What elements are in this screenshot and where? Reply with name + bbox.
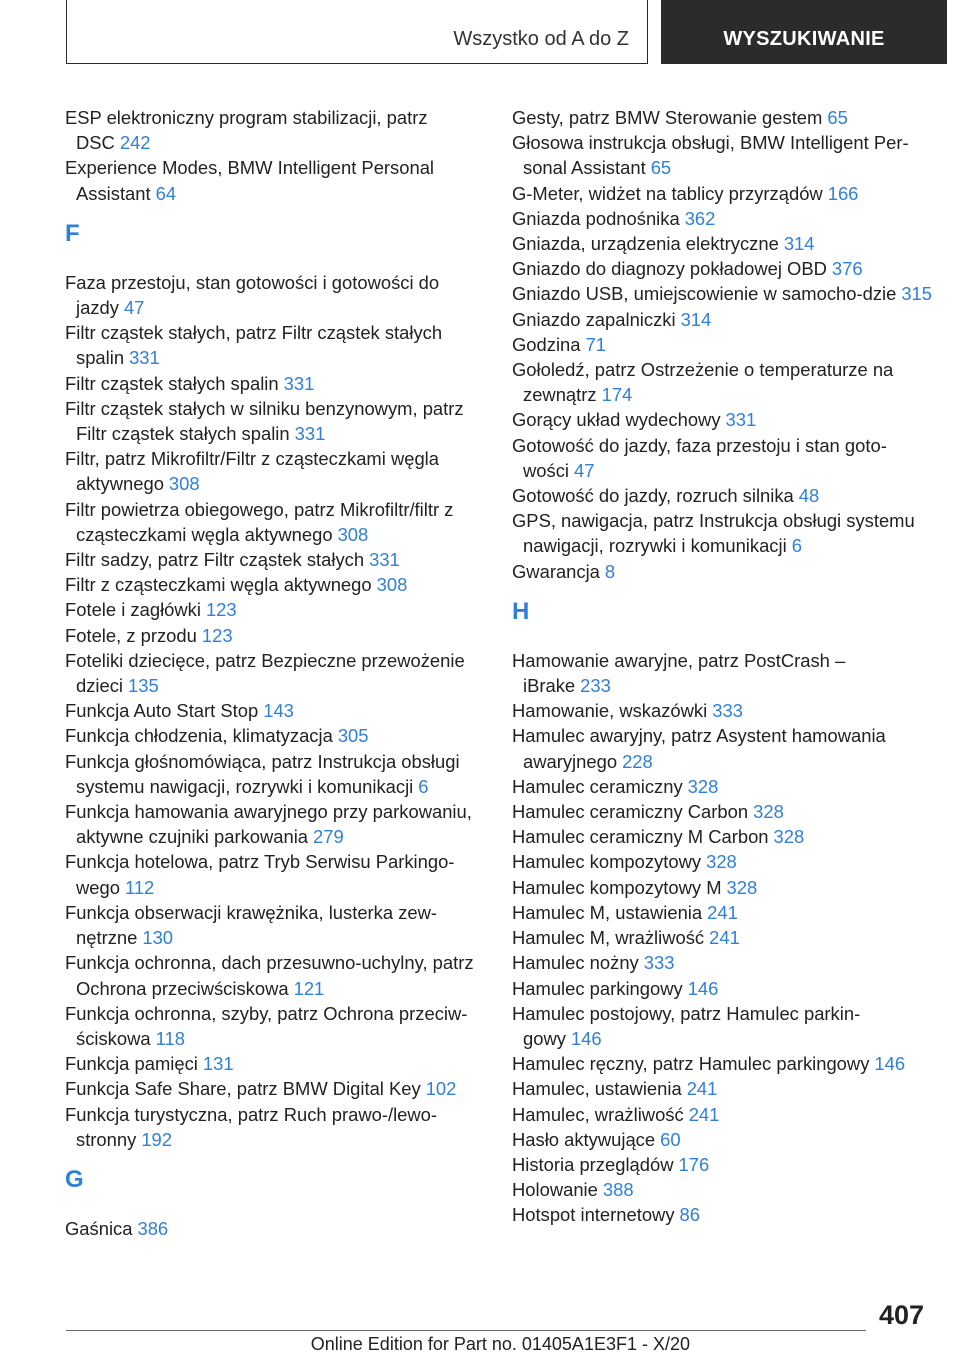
index-entry-page-link[interactable]: 64 (155, 182, 177, 204)
index-entry-text: Hamulec parkingowy (512, 977, 683, 999)
index-entry (512, 824, 937, 849)
index-entry (512, 1001, 937, 1051)
index-entry-page-link[interactable]: 376 (831, 258, 863, 280)
index-entry-text: ESP elektroniczny program stabilizacji, patrz DSC (65, 107, 428, 154)
index-entry-text: Hamulec M, wrażliwość (512, 927, 705, 949)
index-entry-text: Funkcja hotelowa, patrz Tryb Serwisu Parkingo‐wego (65, 851, 455, 898)
index-entry (512, 1177, 937, 1202)
index-entry-page-link[interactable]: 308 (168, 473, 200, 495)
index-entry-page-link[interactable]: 146 (874, 1053, 906, 1075)
index-entry (65, 723, 490, 748)
index-entry (65, 396, 490, 446)
index-entry-page-link[interactable]: 314 (783, 233, 815, 255)
index-entry-page-link[interactable]: 241 (688, 1103, 720, 1125)
index-entry-text: Funkcja obserwacji krawężnika, lusterka zew‐nętrzne (65, 901, 438, 949)
index-entry-page-link[interactable]: 331 (283, 372, 315, 394)
index-entry-page-link[interactable]: 308 (337, 523, 369, 545)
index-entry-page-link[interactable]: 131 (202, 1053, 234, 1075)
index-entry-page-link[interactable]: 331 (725, 409, 757, 431)
index-entry-text: Gniazda, urządzenia elektryczne (512, 233, 779, 255)
index-letter-heading: F (65, 219, 80, 247)
index-entry-text: Faza przestoju, stan gotowości i gotowości do jazdy (65, 271, 440, 319)
index-entry-page-link[interactable]: 328 (687, 775, 719, 797)
index-entry-page-link[interactable]: 233 (580, 675, 611, 697)
index-entry (512, 433, 937, 483)
index-entry (65, 1001, 490, 1051)
index-entry (512, 332, 937, 357)
index-entry-page-link[interactable]: 386 (137, 1217, 169, 1239)
index-entry (512, 181, 937, 206)
index-entry-text: Funkcja Safe Share, patrz BMW Digital Key (65, 1078, 421, 1100)
page-number: 407 (878, 1300, 924, 1330)
index-entry-text: Experience Modes, BMW Intelligent Personal Assistant (65, 157, 435, 204)
index-entry-text: Funkcja ochronna, szyby, patrz Ochrona przeciw‐ściskowa (65, 1002, 468, 1049)
index-entry-text: Hamulec, wrażliwość (512, 1103, 684, 1125)
index-entry (65, 597, 490, 622)
index-entry-page-link[interactable]: 314 (680, 308, 712, 330)
index-entry (512, 1102, 937, 1127)
index-entry-text: Godzina (512, 333, 581, 355)
index-entry-text: Hamulec ceramiczny M Carbon (512, 826, 769, 848)
index-entry-page-link[interactable]: 71 (585, 333, 606, 355)
index-entry (512, 231, 937, 256)
index-letter-heading: G (65, 1165, 84, 1193)
index-entry-text: Filtr sadzy, patrz Filtr cząstek stałych (65, 549, 365, 571)
index-entry-page-link[interactable]: 176 (678, 1153, 710, 1175)
index-entry-page-link[interactable]: 102 (425, 1078, 457, 1100)
index-entry (512, 698, 937, 723)
index-entry-page-link[interactable]: 146 (570, 1027, 602, 1049)
index-entry (512, 976, 937, 1001)
index-entry-page-link[interactable]: 65 (827, 107, 848, 128)
index-entry-page-link[interactable]: 228 (622, 750, 653, 772)
index-entry (512, 105, 937, 130)
index-entry-text: Gniazda podnośnika (512, 207, 680, 229)
index-entry-page-link[interactable]: 331 (294, 423, 326, 445)
index-entry (512, 925, 937, 950)
index-entry-page-link[interactable]: 8 (604, 560, 616, 582)
index-entry (65, 547, 490, 572)
index-entry-text: Filtr cząstek stałych, patrz Filtr cząstek stałych spalin (65, 322, 443, 369)
index-entry-page-link[interactable]: 305 (337, 725, 369, 747)
index-entry-page-link[interactable]: 6 (418, 775, 429, 797)
index-entry-text: Hotspot internetowy (512, 1204, 675, 1226)
index-entry (512, 1076, 937, 1101)
index-entry-text: Gorący układ wydechowy (512, 409, 721, 431)
index-entry-text: Funkcja pamięci (65, 1053, 198, 1075)
index-entry-text: Filtr cząstek stałych w silniku benzynowym, patrz Filtr cząstek stałych spalin (65, 397, 464, 445)
index-entry-text: Hamulec kompozytowy (512, 851, 702, 873)
index-entry (512, 559, 937, 584)
index-entry (65, 371, 490, 396)
index-entry-page-link[interactable]: 362 (684, 207, 716, 229)
index-entry-page-link[interactable]: 308 (376, 574, 408, 596)
index-entry (65, 497, 490, 547)
index-entry (512, 483, 937, 508)
index-entry-text: Gotowość do jazdy, rozruch silnika (512, 485, 794, 507)
index-entry (512, 130, 937, 180)
index-entry-text: Filtr, patrz Mikrofiltr/Filtr z cząsteczkami węgla aktywnego (65, 448, 439, 495)
index-entry-page-link[interactable]: 146 (687, 977, 719, 999)
index-entry-page-link[interactable]: 333 (643, 952, 675, 974)
index-entry-text: Funkcja głośnomówiąca, patrz Instrukcja obsługi systemu nawigacji, rozrywki i komunikacji (65, 750, 460, 797)
index-entry (65, 446, 490, 496)
index-entry-page-link[interactable]: 328 (773, 826, 805, 848)
index-entry (65, 950, 490, 1000)
index-entry (512, 875, 937, 900)
index-entry (512, 281, 937, 306)
index-entry-text: Gniazdo do diagnozy pokładowej OBD (512, 258, 827, 280)
index-entry (512, 1152, 937, 1177)
index-entry-text: Funkcja Auto Start Stop (65, 700, 259, 722)
index-entry (512, 1202, 937, 1227)
index-entry-text: Hamulec awaryjny, patrz Asystent hamowania awaryjnego (512, 725, 886, 772)
index-entry-page-link[interactable]: 6 (791, 535, 802, 557)
index-entry (65, 623, 490, 648)
index-entry (512, 950, 937, 975)
index-entry (512, 799, 937, 824)
index-entry (65, 1076, 490, 1101)
index-column-left (65, 105, 490, 1241)
index-entry (512, 849, 937, 874)
index-entry-page-link[interactable]: 331 (369, 549, 400, 571)
index-entry-page-link[interactable]: 242 (119, 132, 151, 154)
index-entry-page-link[interactable]: 130 (142, 927, 174, 949)
index-entry (512, 206, 937, 231)
index-entry (65, 320, 490, 370)
index-entry-text: Gesty, patrz BMW Sterowanie gestem (512, 107, 823, 128)
index-entry-text: Gwarancja (512, 560, 600, 582)
index-entry-text: Funkcja hamowania awaryjnego przy parkowaniu, aktywne czujniki parkowania (65, 801, 472, 848)
index-entry (512, 357, 937, 407)
index-entry-page-link[interactable]: 328 (706, 851, 737, 873)
index-entry (512, 407, 937, 432)
index-entry (65, 572, 490, 597)
index-entry-page-link[interactable]: 241 (709, 927, 740, 949)
index-entry-text: Hamulec ceramiczny (512, 775, 683, 797)
index-entry (512, 508, 937, 558)
index-entry-text: Hamulec M, ustawienia (512, 901, 703, 923)
index-entry-page-link[interactable]: 328 (753, 801, 784, 823)
index-entry (65, 849, 490, 899)
index-entry-page-link[interactable]: 166 (827, 182, 859, 204)
index-entry (65, 648, 490, 698)
index-entry-page-link[interactable]: 333 (712, 700, 743, 722)
index-entry (65, 900, 490, 950)
index-entry-page-link[interactable]: 48 (798, 485, 820, 507)
index-entry-text: Hamulec kompozytowy M (512, 876, 722, 898)
index-entry (512, 256, 937, 281)
index-entry (512, 1127, 937, 1152)
index-entry-page-link[interactable]: 86 (679, 1204, 701, 1226)
index-entry-text: Fotele, z przodu (65, 624, 197, 646)
index-entry-page-link[interactable]: 279 (313, 826, 344, 848)
index-entry (65, 1051, 490, 1076)
index-entry (65, 698, 490, 723)
index-entry (512, 774, 937, 799)
index-entry-text: Gaśnica (65, 1217, 133, 1239)
index-entry-page-link[interactable]: 47 (123, 297, 145, 319)
index-entry-page-link[interactable]: 121 (293, 977, 325, 999)
index-entry (512, 307, 937, 332)
index-entry-text: Historia przeglądów (512, 1153, 674, 1175)
index-entry (512, 900, 937, 925)
index-entry (65, 1102, 490, 1152)
index-entry-text: G-Meter, widżet na tablicy przyrządów (512, 182, 823, 204)
index-entry-text: Gołoledź, patrz Ostrzeżenie o temperaturze na zewnątrz (512, 359, 894, 406)
footer-divider (66, 1330, 866, 1331)
index-entry-text: Funkcja turystyczna, patrz Ruch prawo-/lewo‐stronny (65, 1103, 438, 1150)
index-entry-page-link[interactable]: 65 (650, 157, 672, 179)
index-entry-text: Gotowość do jazdy, faza przestoju i stan goto‐wości (512, 434, 887, 481)
index-entry-text: Hamulec nożny (512, 952, 639, 974)
index-entry-page-link[interactable]: 331 (129, 347, 160, 369)
index-entry-text: Hamulec, ustawienia (512, 1078, 682, 1100)
index-entry-page-link[interactable]: 112 (124, 876, 155, 898)
index-entry-text: Foteliki dziecięce, patrz Bezpieczne przewożenie dzieci (65, 649, 465, 697)
index-letter-heading: H (512, 597, 530, 625)
footer-edition-text: Online Edition for Part no. 01405A1E3F1 - X/20 (310, 1334, 690, 1354)
index-entry (512, 723, 937, 773)
index-entry-text: Filtr cząstek stałych spalin (65, 372, 279, 394)
index-entry-page-link[interactable]: 192 (141, 1128, 172, 1150)
index-entry-text: Gniazdo zapalniczki (512, 308, 676, 330)
index-entry-text: Hamowanie, wskazówki (512, 700, 708, 722)
index-entry-text: Hasło aktywujące (512, 1128, 656, 1150)
index-entry-text: Głosowa instrukcja obsługi, BMW Intelligent Per‐sonal Assistant (512, 132, 909, 179)
section-tab-label: Wszystko od A do Z (453, 28, 629, 50)
index-entry-text: Fotele i zagłówki (65, 599, 201, 621)
index-entry-page-link[interactable]: 315 (901, 283, 933, 305)
index-entry-page-link[interactable]: 123 (201, 624, 233, 646)
index-entry-text: Funkcja ochronna, dach przesuwno-uchylny, patrz Ochrona przeciwściskowa (65, 952, 474, 999)
index-entry (512, 1051, 937, 1076)
index-entry (65, 749, 490, 799)
index-entry-page-link[interactable]: 47 (574, 459, 595, 481)
index-entry (65, 155, 490, 205)
index-entry-page-link[interactable]: 135 (128, 675, 159, 697)
index-entry-page-link[interactable]: 174 (601, 384, 633, 406)
index-entry-text: Hamulec postojowy, patrz Hamulec parkin‐gowy (512, 1002, 861, 1049)
search-tab[interactable]: WYSZUKIWANIE (661, 0, 947, 64)
index-entry-page-link[interactable]: 241 (707, 901, 738, 923)
index-entry-page-link[interactable]: 388 (602, 1179, 634, 1201)
index-entry-page-link[interactable]: 241 (686, 1078, 718, 1100)
index-entry-text: Gniazdo USB, umiejscowienie w samocho‐dzie (512, 283, 897, 305)
index-entry-text: Hamulec ceramiczny Carbon (512, 801, 749, 823)
index-entry (65, 105, 490, 155)
index-entry-text: GPS, nawigacja, patrz Instrukcja obsługi systemu nawigacji, rozrywki i komunikacji (512, 510, 915, 557)
index-entry-page-link[interactable]: 118 (155, 1027, 185, 1049)
index-entry (65, 1216, 490, 1241)
index-entry-page-link[interactable]: 60 (660, 1128, 681, 1150)
index-entry-page-link[interactable]: 143 (263, 700, 294, 722)
index-entry-text: Filtr z cząsteczkami węgla aktywnego (65, 574, 372, 596)
index-entry-text: Funkcja chłodzenia, klimatyzacja (65, 725, 333, 747)
index-entry-text: Filtr powietrza obiegowego, patrz Mikrofiltr/filtr z cząsteczkami węgla aktywnego (65, 498, 454, 545)
index-entry (65, 799, 490, 849)
index-entry-text: Hamowanie awaryjne, patrz PostCrash – iBrake (512, 649, 846, 697)
index-entry-page-link[interactable]: 328 (726, 876, 758, 898)
index-entry-text: Holowanie (512, 1179, 598, 1201)
index-entry-page-link[interactable]: 123 (205, 599, 237, 621)
index-entry (65, 270, 490, 320)
index-column-right (512, 105, 937, 1228)
section-tab[interactable] (66, 0, 648, 64)
index-entry-text: Hamulec ręczny, patrz Hamulec parkingowy (512, 1053, 870, 1075)
index-entry (512, 648, 937, 698)
